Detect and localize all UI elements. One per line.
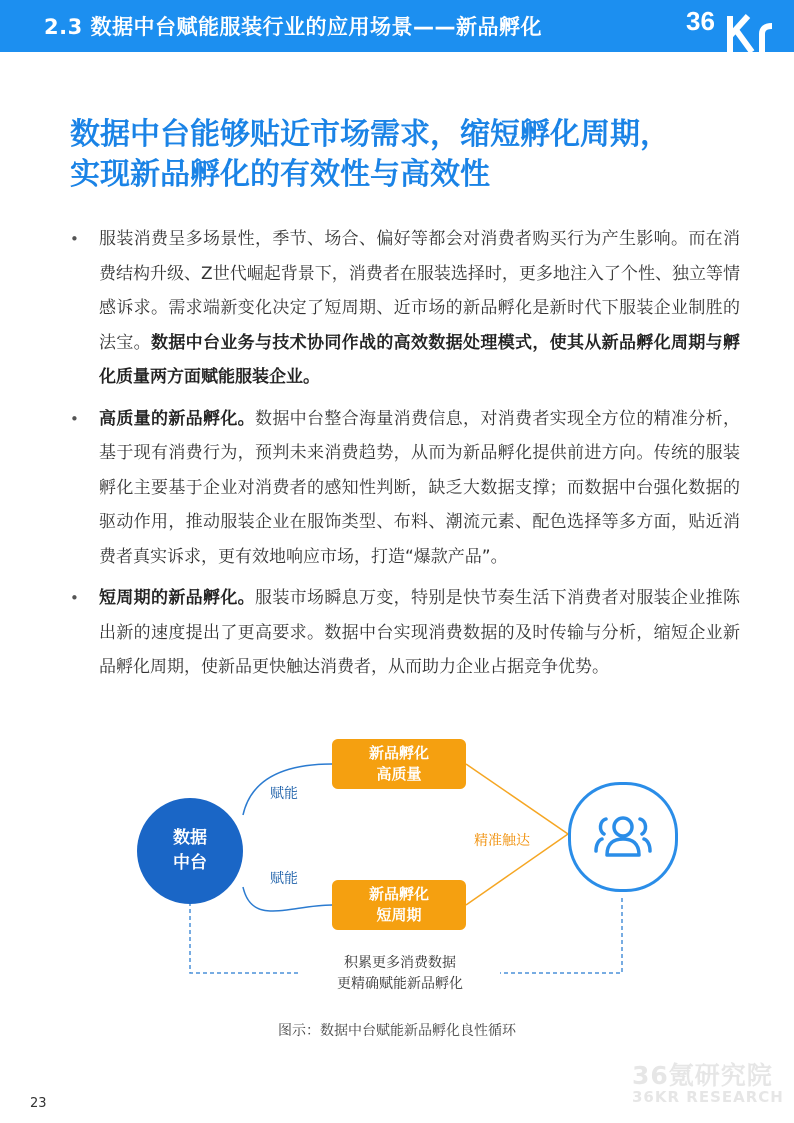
watermark-en: 36KR RESEARCH (632, 1088, 784, 1106)
page-number: 23 (30, 1096, 47, 1111)
bullet-item (70, 581, 740, 685)
box-label-line2: 短周期 (376, 906, 422, 924)
bullet-item (70, 222, 740, 395)
loop-text-line1: 积累更多消费数据 (344, 955, 456, 971)
bullet-dot-icon: • (70, 589, 79, 607)
36kr-logo (682, 0, 794, 52)
consumer-node (568, 782, 678, 892)
bullet-item (70, 402, 740, 575)
bullet-lead: 高质量的新品孵化。 (99, 408, 255, 429)
page-heading-line2: 实现新品孵化的有效性与高效性 (70, 157, 490, 192)
figure-caption: 图示：数据中台赋能新品孵化良性循环 (278, 1023, 516, 1039)
node-label-line1: 数据 (173, 828, 207, 848)
loop-text-line2: 更精确赋能新品孵化 (337, 976, 463, 992)
bullet-dot-icon: • (70, 230, 79, 248)
bullet-emphasis: 数据中台业务与技术协同作战的高效数据处理模式，使其从新品孵化周期与孵化质量两方面赋能服装企业。 (99, 332, 740, 387)
section-title: 2.3 数据中台赋能服装行业的应用场景——新品孵化 (44, 15, 543, 39)
empower-label-bottom: 赋能 (270, 871, 298, 887)
short-cycle-box (332, 880, 466, 930)
bullet-text: 服装消费呈多场景性，季节、场合、偏好等都会对消费者购买行为产生影响。而在消费结构升级、Z世代崛起背景下，消费者在服装选择时，更多地注入了个性、独立等情感诉求。需求端新变化决定了短周期、近市场的新品孵化是新时代下服装企业制胜的法宝。 (99, 229, 740, 353)
page-heading-line1: 数据中台能够贴近市场需求，缩短孵化周期， (70, 117, 670, 152)
empower-label-top: 赋能 (270, 786, 298, 802)
bullet-list (70, 222, 740, 692)
watermark-cn: 36氪研究院 (632, 1061, 773, 1090)
bullet-text: 数据中台整合海量消费信息，对消费者实现全方位的精准分析，基于现有消费行为，预判未来消费趋势，从而为新品孵化提供前进方向。传统的服装孵化主要基于企业对消费者的感知性判断，缺乏大数据支撑；而数据中台强化数据的驱动作用，推动服装企业在服饰类型、布料、潮流元素、配色选择等多方面，贴近消费者真实诉求，更有效地响应市场，打造“爆款产品”。 (99, 408, 740, 567)
svg-text:36: 36 (686, 6, 715, 36)
page-heading (70, 115, 750, 195)
bullet-lead: 短周期的新品孵化。 (99, 588, 255, 608)
cycle-diagram (0, 735, 794, 1005)
bullet-text: 服装市场瞬息万变，特别是快节奏生活下消费者对服装企业推陈出新的速度提出了更高要求。数据中台实现消费数据的及时传输与分析，缩短企业新品孵化周期，使新品更快触达消费者，从而助力企业占据竞争优势。 (99, 588, 740, 677)
bullet-dot-icon: • (70, 409, 79, 428)
feedback-loop-text (300, 953, 500, 995)
data-middle-platform-node (137, 798, 243, 904)
users-group-icon (593, 807, 653, 867)
reach-line-top (466, 764, 568, 834)
high-quality-box (332, 739, 466, 789)
precise-reach-label: 精准触达 (474, 833, 530, 849)
box-label-line1: 新品孵化 (368, 885, 429, 903)
node-label-line2: 中台 (173, 853, 207, 873)
box-label-line1: 新品孵化 (368, 744, 429, 762)
box-label-line2: 高质量 (376, 765, 422, 783)
link-to-bottom-box (243, 887, 332, 911)
